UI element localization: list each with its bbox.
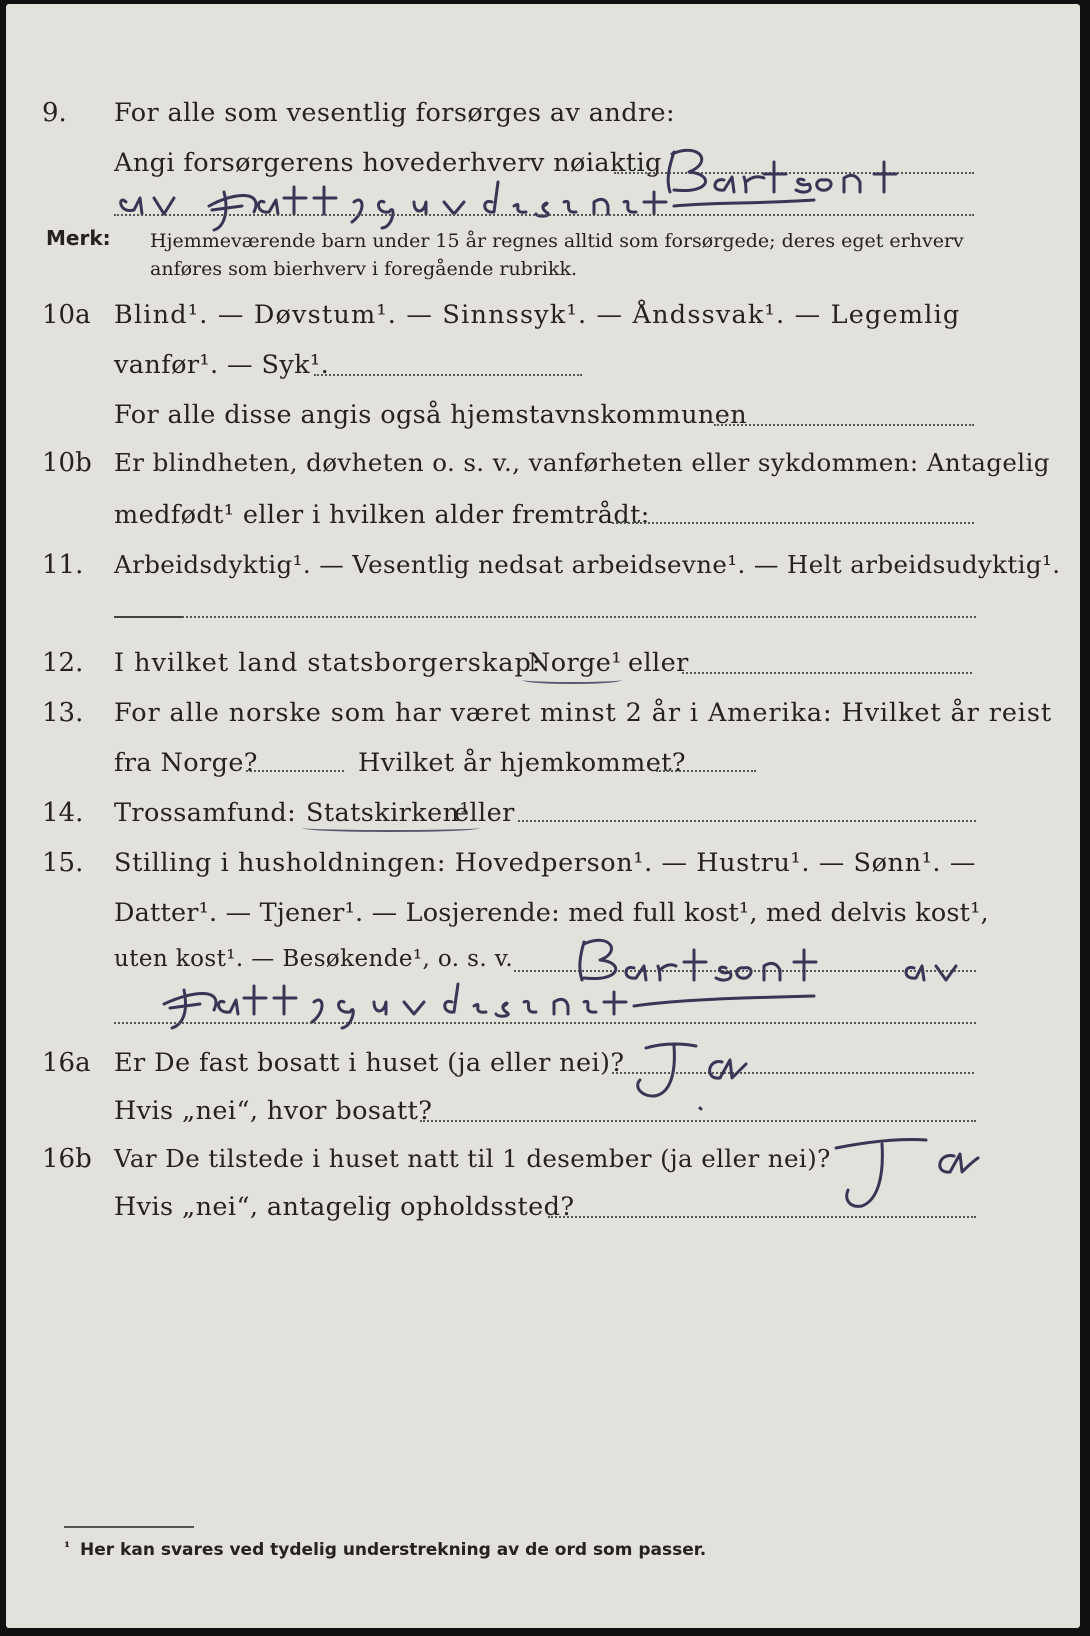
answer-line [314,374,582,376]
question-10a [6,296,1080,340]
question-number: 16b [42,1144,92,1174]
question-10b-line2 [6,496,1080,540]
footnote-text: Her kan svares ved tydelig understrekning av de ord som passer. [80,1540,707,1560]
question-14 [6,794,1080,838]
handwritten-answer-q15 [114,924,994,1034]
question-text: Trossamfund: [114,798,297,828]
question-text: Hvis „nei“, hvor bosatt? [114,1096,433,1126]
question-text: For alle disse angis også hjemstavnskommunen [114,400,748,430]
note-text: Hjemmeværende barn under 15 år regnes alltid som forsørgede; deres eget erhverv [150,230,964,252]
question-text: Datter¹. — Tjener¹. — Losjerende: med full kost¹, med delvis kost¹, [114,898,989,928]
question-text: Arbeidsdyktig¹. — Vesentlig nedsat arbeidsevne¹. — Helt arbeidsudyktig¹. [114,550,1061,579]
answer-line [182,616,976,618]
answer-line [682,672,972,674]
answer-line [518,820,976,822]
handwritten-answer-q9 [114,132,994,232]
footnote-rule [64,1526,194,1528]
answer-line [612,522,974,524]
question-number: 10a [42,300,91,330]
question-10a-line3 [6,396,1080,440]
question-number: 13. [42,698,84,728]
question-10a-line2 [6,346,1080,390]
answer-line [548,1216,976,1218]
handwritten-underline [302,824,480,832]
option-tail: eller [454,798,515,828]
answer-line-2 [114,214,974,216]
option-statskirken: Statskirken¹ [306,798,471,828]
question-number: 10b [42,448,92,478]
question-text: Stilling i husholdningen: Hovedperson¹. — Hustru¹. — Sønn¹. — [114,848,976,878]
footnote-mark: ¹ [64,1540,71,1556]
question-15 [6,844,1080,888]
note-label: Merk: [46,226,111,250]
question-text: medfødt¹ eller i hvilken alder fremtrådt: [114,500,650,530]
question-text: fra Norge? [114,748,258,778]
question-text: uten kost¹. — Besøkende¹, o. s. v. [114,946,514,972]
question-number: 12. [42,648,84,678]
answer-line [656,770,756,772]
answer-line [420,1120,976,1122]
question-16b-line2 [6,1188,1080,1232]
option-tail: eller [628,648,689,678]
question-text: vanfør¹. — Syk¹. [114,350,330,380]
question-number: 16a [42,1048,91,1078]
question-11 [6,546,1080,590]
note-text: anføres som bierhverv i foregående rubrikk. [150,258,578,280]
question-text: Angi forsørgerens hovederhverv nøiaktig [114,148,662,178]
option-norge: Norge¹ [528,648,622,678]
answer-line [714,424,974,426]
question-text: Blind¹. — Døvstum¹. — Sinnssyk¹. — Åndssvak¹. — Legemlig [114,300,961,330]
question-text: Var De tilstede i huset natt til 1 desember (ja eller nei)? [114,1144,831,1173]
question-16a [6,1044,1080,1088]
answer-line [246,770,344,772]
question-text: Hvis „nei“, antagelig opholdssted? [114,1192,575,1222]
question-text: I hvilket land statsborgerskap: [114,648,542,678]
question-number: 9. [42,98,67,128]
question-text: For alle norske som har været minst 2 år i Amerika: Hvilket år reist [114,698,1052,728]
question-text: Er De fast bosatt i huset (ja eller nei)? [114,1048,625,1078]
question-number: 14. [42,798,84,828]
census-form-page [6,4,1080,1628]
handwritten-underline [522,676,622,684]
question-13 [6,694,1080,738]
answer-line-2 [114,1022,976,1024]
question-number: 15. [42,848,84,878]
question-text: Er blindheten, døvheten o. s. v., vanførheten eller sykdommen: Antagelig [114,448,1050,477]
question-text: Hvilket år hjemkommet? [358,748,686,778]
question-13-line2 [6,744,1080,788]
question-number: 11. [42,550,84,580]
question-text: For alle som vesentlig forsørges av andre: [114,98,676,128]
answer-line-solid [114,616,182,618]
question-10b [6,444,1080,488]
